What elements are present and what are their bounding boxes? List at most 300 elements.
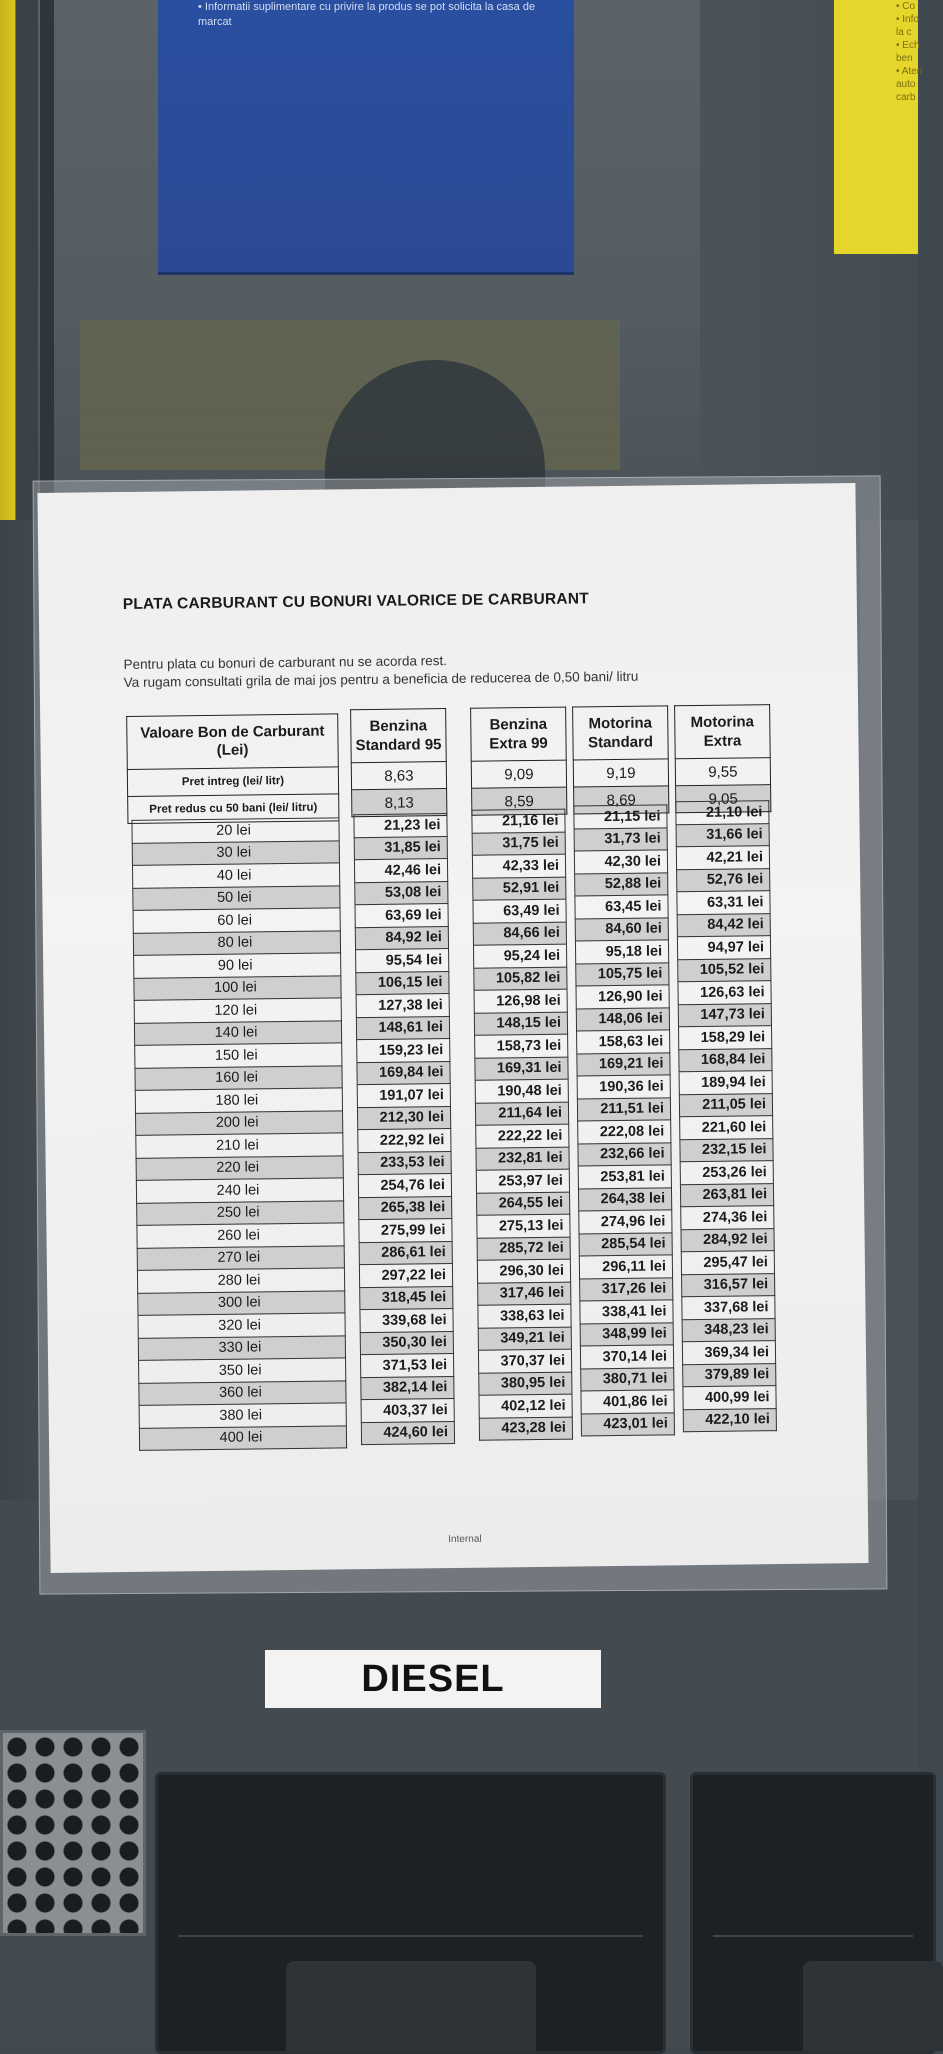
liters-cell: 232,15 lei <box>680 1138 773 1162</box>
liters-cell: 297,22 lei <box>359 1264 452 1288</box>
liters-cell: 263,81 lei <box>680 1183 773 1207</box>
table-row <box>357 1106 450 1130</box>
table-row <box>355 904 448 928</box>
table-row <box>359 1196 452 1220</box>
voucher-value-cell: 200 lei <box>136 1110 343 1135</box>
fuel-header-benzina-extra-99 <box>470 707 567 816</box>
table-row <box>472 809 565 833</box>
table-row <box>575 895 668 919</box>
table-row <box>137 1200 344 1225</box>
table-row <box>682 1341 775 1365</box>
liters-cell: 380,95 lei <box>479 1372 572 1396</box>
table-row <box>581 1412 674 1436</box>
pump-left-yellow-strip <box>0 0 38 520</box>
liters-cell: 285,72 lei <box>477 1237 570 1261</box>
table-row <box>678 981 771 1005</box>
liters-cell: 211,05 lei <box>679 1093 772 1117</box>
liters-cell: 63,31 lei <box>677 891 770 915</box>
table-row <box>682 1318 775 1342</box>
liters-cell: 233,53 lei <box>358 1151 451 1175</box>
table-row <box>478 1349 571 1373</box>
liters-cell: 296,11 lei <box>579 1255 672 1279</box>
full-price: 9,19 <box>573 759 668 787</box>
fuel-name: Benzina Extra 99 <box>471 707 567 761</box>
table-row <box>132 818 339 843</box>
voucher-value-cell: 60 lei <box>133 908 340 933</box>
table-row <box>134 1020 341 1045</box>
table-row <box>574 827 667 851</box>
table-row <box>136 1110 343 1135</box>
liters-cell: 254,76 lei <box>358 1174 451 1198</box>
sheet-note <box>123 650 638 692</box>
table-row <box>683 1408 776 1432</box>
table-row <box>139 1403 346 1428</box>
table-row <box>580 1345 673 1369</box>
table-row <box>357 1039 450 1063</box>
liters-cell: 275,13 lei <box>477 1214 570 1238</box>
nozzle-slot <box>286 1961 536 2051</box>
liters-cell: 148,61 lei <box>356 1016 449 1040</box>
liters-cell: 265,38 lei <box>359 1196 452 1220</box>
liters-cell: 316,57 lei <box>682 1273 775 1297</box>
liters-cell: 21,23 lei <box>354 814 447 838</box>
fuel-name: Benzina Standard 95 <box>351 709 447 763</box>
liters-cell: 349,21 lei <box>478 1327 571 1351</box>
table-row <box>472 832 565 856</box>
voucher-value-cell: 40 lei <box>132 863 339 888</box>
table-row <box>577 1030 670 1054</box>
liters-cell: 42,30 lei <box>574 850 667 874</box>
voucher-value-cell: 180 lei <box>135 1088 342 1113</box>
pump-frame <box>40 0 54 520</box>
liters-cell: 338,63 lei <box>478 1304 571 1328</box>
liters-cell: 63,49 lei <box>473 899 566 923</box>
liters-cell: 52,91 lei <box>473 877 566 901</box>
table-row <box>683 1386 776 1410</box>
voucher-value-cell: 380 lei <box>139 1403 346 1428</box>
table-row <box>679 1071 772 1095</box>
bay-divider <box>178 1935 643 1937</box>
voucher-value-cell: 320 lei <box>138 1313 345 1338</box>
liters-cell: 190,48 lei <box>475 1079 568 1103</box>
liters-cell: 222,08 lei <box>578 1120 671 1144</box>
table-row <box>138 1290 345 1315</box>
diesel-label: DIESEL <box>265 1650 601 1708</box>
table-row <box>359 1241 452 1265</box>
table-row <box>473 944 566 968</box>
sheet-footer: Internal <box>448 1533 482 1546</box>
table-row <box>135 1088 342 1113</box>
table-row <box>578 1165 671 1189</box>
table-row <box>677 936 770 960</box>
liters-cell: 168,84 lei <box>679 1048 772 1072</box>
liters-cell: 94,97 lei <box>677 936 770 960</box>
table-row <box>139 1380 346 1405</box>
liters-cell: 159,23 lei <box>357 1039 450 1063</box>
table-row <box>360 1331 453 1355</box>
liters-cell: 348,23 lei <box>682 1318 775 1342</box>
liters-cell: 21,15 lei <box>574 805 667 829</box>
voucher-value-cell: 80 lei <box>133 930 340 955</box>
voucher-value-cell: 280 lei <box>137 1268 344 1293</box>
blue-info-card <box>158 0 574 275</box>
liters-cell: 274,96 lei <box>579 1210 672 1234</box>
table-row <box>475 1079 568 1103</box>
table-row <box>579 1232 672 1256</box>
liters-cell: 95,24 lei <box>473 944 566 968</box>
table-row <box>678 958 771 982</box>
liters-cell: 275,99 lei <box>359 1219 452 1243</box>
table-row <box>132 840 339 865</box>
table-row <box>680 1161 773 1185</box>
liters-cell: 253,81 lei <box>578 1165 671 1189</box>
sheet-title: PLATA CARBURANT CU BONURI VALORICE DE CARBURANT <box>122 590 589 614</box>
voucher-value-cell: 30 lei <box>132 840 339 865</box>
full-price: 8,63 <box>351 762 446 790</box>
table-row <box>479 1394 572 1418</box>
table-row <box>133 908 340 933</box>
table-row <box>575 872 668 896</box>
liters-cell: 84,92 lei <box>355 926 448 950</box>
voucher-value-cell: 330 lei <box>138 1335 345 1360</box>
table-row <box>578 1187 671 1211</box>
liters-cell: 95,54 lei <box>356 949 449 973</box>
liters-benzina-extra-99-column <box>471 809 573 1441</box>
liters-cell: 402,12 lei <box>479 1394 572 1418</box>
table-row <box>580 1322 673 1346</box>
table-row <box>580 1277 673 1301</box>
liters-cell: 274,36 lei <box>681 1206 774 1230</box>
liters-cell: 232,81 lei <box>476 1147 569 1171</box>
liters-cell: 126,63 lei <box>678 981 771 1005</box>
table-row <box>355 881 448 905</box>
table-row <box>477 1259 570 1283</box>
liters-cell: 21,10 lei <box>676 801 769 825</box>
liters-cell: 127,38 lei <box>356 994 449 1018</box>
liters-cell: 339,68 lei <box>360 1309 453 1333</box>
table-row <box>575 917 668 941</box>
table-row <box>579 1255 672 1279</box>
liters-cell: 84,42 lei <box>677 913 770 937</box>
table-row <box>576 1007 669 1031</box>
fuel-header-benzina-standard-95 <box>350 708 447 817</box>
table-row <box>679 1093 772 1117</box>
voucher-value-cell: 90 lei <box>134 953 341 978</box>
table-row <box>581 1367 674 1391</box>
liters-benzina-standard-95-column <box>353 813 455 1445</box>
table-row <box>683 1363 776 1387</box>
table-row <box>360 1354 453 1378</box>
table-row <box>677 868 770 892</box>
voucher-value-cell: 140 lei <box>134 1020 341 1045</box>
liters-cell: 424,60 lei <box>361 1421 454 1445</box>
table-row <box>139 1358 346 1383</box>
table-row <box>361 1399 454 1423</box>
liters-cell: 84,60 lei <box>575 917 668 941</box>
blue-card-text: • Informatii suplimentare cu privire la produs se pot solicita la casa de marcat <box>198 1 536 28</box>
table-row <box>676 823 769 847</box>
liters-cell: 31,75 lei <box>472 832 565 856</box>
table-row <box>356 949 449 973</box>
table-row <box>355 926 448 950</box>
liters-cell: 370,37 lei <box>478 1349 571 1373</box>
full-price: 9,09 <box>471 760 566 788</box>
table-row <box>354 836 447 860</box>
voucher-value-cell: 260 lei <box>137 1223 344 1248</box>
liters-cell: 423,01 lei <box>581 1412 674 1436</box>
liters-cell: 285,54 lei <box>579 1232 672 1256</box>
liters-cell: 222,22 lei <box>476 1124 569 1148</box>
liters-cell: 317,46 lei <box>478 1282 571 1306</box>
table-row <box>361 1421 454 1445</box>
liters-cell: 379,89 lei <box>683 1363 776 1387</box>
voucher-value-cell: 350 lei <box>139 1358 346 1383</box>
voucher-value-cell: 360 lei <box>139 1380 346 1405</box>
liters-cell: 317,26 lei <box>580 1277 673 1301</box>
liters-cell: 423,28 lei <box>479 1417 572 1441</box>
table-row <box>354 859 447 883</box>
table-row <box>479 1417 572 1441</box>
table-row <box>136 1133 343 1158</box>
liters-cell: 63,45 lei <box>575 895 668 919</box>
liters-cell: 169,31 lei <box>475 1057 568 1081</box>
table-row <box>477 1192 570 1216</box>
liters-cell: 158,29 lei <box>679 1026 772 1050</box>
table-row <box>137 1245 344 1270</box>
reduced-price: 8,59 <box>472 787 567 815</box>
liters-cell: 222,92 lei <box>358 1129 451 1153</box>
table-row <box>136 1155 343 1180</box>
liters-cell: 286,61 lei <box>359 1241 452 1265</box>
table-row <box>474 1012 567 1036</box>
price-label-table <box>126 713 339 824</box>
table-row <box>681 1228 774 1252</box>
voucher-value-cell: 50 lei <box>133 885 340 910</box>
voucher-value-cell: 400 lei <box>139 1425 346 1450</box>
table-row <box>358 1129 451 1153</box>
liters-cell: 63,69 lei <box>355 904 448 928</box>
liters-cell: 31,85 lei <box>354 836 447 860</box>
liters-cell: 148,06 lei <box>576 1007 669 1031</box>
table-row <box>680 1116 773 1140</box>
note-line-2: Va rugam consultati grila de mai jos pentru a beneficia de reducerea de 0,50 bani/ litru <box>123 668 639 690</box>
liters-cell: 105,75 lei <box>576 962 669 986</box>
voucher-value-cell: 210 lei <box>136 1133 343 1158</box>
table-row <box>576 962 669 986</box>
liters-cell: 211,51 lei <box>577 1097 670 1121</box>
table-row <box>676 846 769 870</box>
liters-cell: 264,55 lei <box>477 1192 570 1216</box>
table-row <box>574 805 667 829</box>
liters-cell: 211,64 lei <box>475 1102 568 1126</box>
table-row <box>477 1237 570 1261</box>
full-price: 9,55 <box>675 758 770 786</box>
voucher-value-cell: 120 lei <box>134 998 341 1023</box>
table-row <box>475 1034 568 1058</box>
fuel-header-motorina-extra <box>674 704 771 813</box>
liters-cell: 403,37 lei <box>361 1399 454 1423</box>
table-row <box>580 1300 673 1324</box>
table-row <box>476 1147 569 1171</box>
table-row <box>478 1304 571 1328</box>
liters-cell: 169,84 lei <box>357 1061 450 1085</box>
table-row <box>680 1138 773 1162</box>
liters-cell: 52,76 lei <box>677 868 770 892</box>
table-row <box>474 967 567 991</box>
voucher-value-cell: 160 lei <box>135 1065 342 1090</box>
voucher-value-cell: 270 lei <box>137 1245 344 1270</box>
liters-cell: 338,41 lei <box>580 1300 673 1324</box>
table-row <box>357 1061 450 1085</box>
table-row <box>682 1296 775 1320</box>
yellow-card-text: • Co • Info la c • Ech ben • Aten auto carb <box>896 1 923 103</box>
table-row <box>134 975 341 1000</box>
table-row <box>578 1120 671 1144</box>
liters-cell: 53,08 lei <box>355 881 448 905</box>
liters-cell: 191,07 lei <box>357 1084 450 1108</box>
reduced-price: 9,05 <box>676 785 771 813</box>
liters-cell: 84,66 lei <box>473 922 566 946</box>
bay-divider <box>713 1935 913 1937</box>
voucher-value-column <box>131 817 347 1450</box>
yellow-info-card <box>834 0 923 254</box>
reduced-price-label: Pret redus cu 50 bani (lei/ litru) <box>128 794 339 824</box>
voucher-value-header: Valoare Bon de Carburant (Lei) <box>127 714 339 770</box>
table-row <box>577 1097 670 1121</box>
table-row <box>677 891 770 915</box>
liters-cell: 95,18 lei <box>575 940 668 964</box>
table-row <box>137 1268 344 1293</box>
liters-cell: 190,36 lei <box>577 1075 670 1099</box>
table-row <box>133 930 340 955</box>
nozzle-slot <box>803 1961 943 2051</box>
table-row <box>132 863 339 888</box>
voucher-value-cell: 100 lei <box>134 975 341 1000</box>
liters-cell: 42,46 lei <box>354 859 447 883</box>
liters-cell: 126,90 lei <box>576 985 669 1009</box>
table-row <box>473 922 566 946</box>
price-sheet <box>37 483 868 1573</box>
table-row <box>574 850 667 874</box>
liters-cell: 105,52 lei <box>678 958 771 982</box>
table-row <box>478 1327 571 1351</box>
table-row <box>136 1178 343 1203</box>
reduced-price: 8,13 <box>352 789 447 817</box>
table-row <box>359 1219 452 1243</box>
table-row <box>475 1057 568 1081</box>
table-row <box>137 1223 344 1248</box>
table-row <box>133 885 340 910</box>
table-row <box>678 1003 771 1027</box>
table-row <box>356 971 449 995</box>
voucher-value-cell: 240 lei <box>136 1178 343 1203</box>
liters-cell: 422,10 lei <box>683 1408 776 1432</box>
table-row <box>475 1102 568 1126</box>
liters-cell: 21,16 lei <box>472 809 565 833</box>
table-row <box>358 1174 451 1198</box>
liters-cell: 31,66 lei <box>676 823 769 847</box>
liters-cell: 212,30 lei <box>357 1106 450 1130</box>
table-row <box>682 1273 775 1297</box>
liters-cell: 337,68 lei <box>682 1296 775 1320</box>
table-row <box>476 1124 569 1148</box>
table-row <box>476 1169 569 1193</box>
table-row <box>138 1335 345 1360</box>
table-row <box>576 985 669 1009</box>
fuel-header-motorina-standard <box>572 705 669 814</box>
liters-cell: 348,99 lei <box>580 1322 673 1346</box>
table-row <box>477 1214 570 1238</box>
table-row <box>134 998 341 1023</box>
nozzle-bay-left <box>155 1772 666 2054</box>
liters-cell: 105,82 lei <box>474 967 567 991</box>
table-row <box>139 1425 346 1450</box>
table-row <box>358 1151 451 1175</box>
liters-cell: 158,63 lei <box>577 1030 670 1054</box>
liters-cell: 401,86 lei <box>581 1390 674 1414</box>
table-row <box>138 1313 345 1338</box>
liters-cell: 189,94 lei <box>679 1071 772 1095</box>
liters-cell: 253,26 lei <box>680 1161 773 1185</box>
voucher-value-cell: 20 lei <box>132 818 339 843</box>
full-price-label: Pret intreg (lei/ litr) <box>127 767 338 797</box>
voucher-value-cell: 250 lei <box>137 1200 344 1225</box>
fuel-name: Motorina Extra <box>675 705 771 759</box>
liters-cell: 126,98 lei <box>474 989 567 1013</box>
liters-cell: 380,71 lei <box>581 1367 674 1391</box>
reduced-price: 8,69 <box>574 786 669 814</box>
table-row <box>135 1065 342 1090</box>
liters-cell: 370,14 lei <box>580 1345 673 1369</box>
table-row <box>679 1026 772 1050</box>
honeycomb-grille <box>0 1730 146 1936</box>
table-row <box>575 940 668 964</box>
liters-cell: 42,21 lei <box>676 846 769 870</box>
table-row <box>473 877 566 901</box>
liters-motorina-standard-column <box>573 804 675 1436</box>
liters-cell: 369,34 lei <box>682 1341 775 1365</box>
table-row <box>359 1264 452 1288</box>
voucher-value-cell: 220 lei <box>136 1155 343 1180</box>
liters-cell: 284,92 lei <box>681 1228 774 1252</box>
liters-motorina-extra-column <box>675 800 777 1432</box>
liters-cell: 148,15 lei <box>474 1012 567 1036</box>
liters-cell: 296,30 lei <box>477 1259 570 1283</box>
liters-cell: 382,14 lei <box>361 1376 454 1400</box>
liters-cell: 264,38 lei <box>578 1187 671 1211</box>
table-row <box>581 1390 674 1414</box>
table-row <box>679 1048 772 1072</box>
table-row <box>134 953 341 978</box>
table-row <box>360 1286 453 1310</box>
table-row <box>577 1075 670 1099</box>
liters-cell: 318,45 lei <box>360 1286 453 1310</box>
liters-cell: 169,21 lei <box>577 1052 670 1076</box>
table-row <box>354 814 447 838</box>
table-row <box>680 1183 773 1207</box>
nozzle-bay-right <box>690 1772 936 2054</box>
liters-cell: 232,66 lei <box>578 1142 671 1166</box>
table-row <box>357 1084 450 1108</box>
liters-cell: 147,73 lei <box>678 1003 771 1027</box>
table-row <box>681 1206 774 1230</box>
liters-cell: 52,88 lei <box>575 872 668 896</box>
table-row <box>479 1372 572 1396</box>
voucher-value-cell: 150 lei <box>135 1043 342 1068</box>
table-row <box>356 994 449 1018</box>
table-row <box>361 1376 454 1400</box>
table-row <box>356 1016 449 1040</box>
